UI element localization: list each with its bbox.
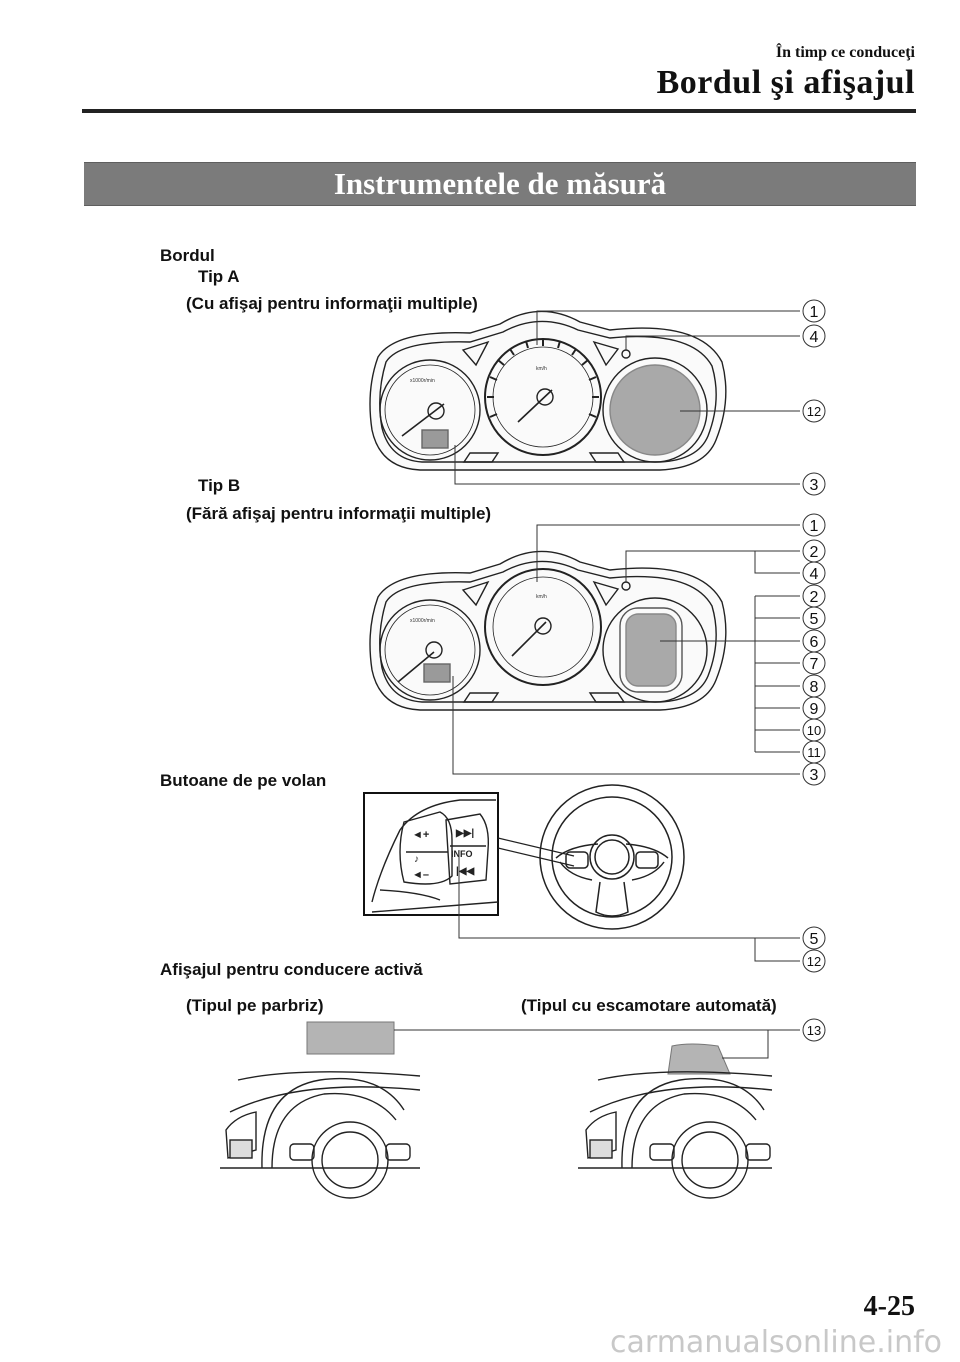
tacho-unit-a: x1000r/min bbox=[410, 378, 435, 384]
cluster-type-b bbox=[370, 551, 726, 710]
svg-text:12: 12 bbox=[806, 404, 822, 419]
svg-text:8: 8 bbox=[809, 679, 819, 696]
svg-text:11: 11 bbox=[807, 745, 821, 760]
callout-b-9 bbox=[803, 697, 825, 719]
svg-text:2: 2 bbox=[809, 589, 819, 606]
callout-b-3 bbox=[803, 763, 825, 785]
callout-a-3 bbox=[803, 473, 825, 495]
svg-text:1: 1 bbox=[809, 518, 819, 535]
callout-b-11 bbox=[803, 741, 825, 763]
leaders-hud bbox=[394, 1030, 800, 1058]
label-butoane: Butoane de pe volan bbox=[160, 771, 327, 790]
svg-text:12: 12 bbox=[806, 954, 822, 969]
speed-unit-b: km/h bbox=[536, 594, 547, 600]
callout-a-1 bbox=[803, 300, 825, 322]
svg-text:6: 6 bbox=[809, 634, 819, 651]
next-track-icon: ▶▶| bbox=[456, 828, 475, 839]
speed-unit-a: km/h bbox=[536, 366, 547, 372]
label-parbriz: (Tipul pe parbriz) bbox=[186, 996, 324, 1015]
label-escamotare: (Tipul cu escamotare automată) bbox=[521, 996, 777, 1015]
svg-text:3: 3 bbox=[809, 477, 819, 494]
callout-b-2b bbox=[803, 585, 825, 607]
callout-b-6 bbox=[803, 630, 825, 652]
callout-b-8 bbox=[803, 675, 825, 697]
page-banner: Instrumentele de măsură bbox=[84, 162, 916, 206]
wheel-buttons-detail bbox=[364, 793, 498, 915]
callout-b-10 bbox=[803, 719, 825, 741]
label-tip-b-desc: (Fără afişaj pentru informaţii multiple) bbox=[186, 504, 492, 523]
callout-a-12 bbox=[803, 400, 825, 422]
svg-text:5: 5 bbox=[809, 611, 819, 628]
section-subtitle: În timp ce conduceţi bbox=[775, 44, 915, 61]
prev-track-icon: |◀◀ bbox=[456, 866, 475, 877]
svg-text:9: 9 bbox=[809, 701, 819, 718]
label-tip-a-desc: (Cu afişaj pentru informaţii multiple) bbox=[186, 294, 478, 313]
callout-b-4 bbox=[803, 562, 825, 584]
svg-text:1: 1 bbox=[809, 304, 819, 321]
label-tip-b: Tip B bbox=[198, 476, 241, 495]
svg-text:4: 4 bbox=[809, 566, 819, 583]
cluster-type-a bbox=[370, 311, 726, 470]
svg-text:13: 13 bbox=[806, 1023, 822, 1038]
page-number: 4-25 bbox=[863, 1291, 915, 1322]
callout-wheel-12 bbox=[803, 950, 825, 972]
svg-text:3: 3 bbox=[809, 767, 819, 784]
vol-up-icon: ◄+ bbox=[412, 829, 430, 841]
callout-wheel-5 bbox=[803, 927, 825, 949]
svg-text:10: 10 bbox=[806, 723, 822, 738]
callout-b-2 bbox=[803, 540, 825, 562]
svg-text:7: 7 bbox=[809, 656, 819, 673]
steering-wheel bbox=[540, 785, 684, 929]
voice-icon: ♪ bbox=[414, 854, 419, 865]
svg-text:5: 5 bbox=[809, 931, 819, 948]
hud-windshield-panel bbox=[307, 1022, 394, 1054]
label-tip-a: Tip A bbox=[198, 267, 240, 286]
label-bordul: Bordul bbox=[160, 246, 215, 265]
callouts bbox=[803, 300, 825, 1041]
tacho-unit-b: x1000r/min bbox=[410, 618, 435, 624]
dashboard-right bbox=[578, 1072, 772, 1198]
label-afisaj: Afişajul pentru conducere activă bbox=[160, 960, 423, 979]
leaders-wheel bbox=[459, 850, 800, 961]
zoom-connector bbox=[498, 838, 574, 866]
callout-hud-13 bbox=[803, 1019, 825, 1041]
callout-a-4 bbox=[803, 325, 825, 347]
section-title: Bordul şi afişajul bbox=[656, 64, 915, 101]
info-button-label: INFO bbox=[451, 849, 473, 859]
site-watermark: carmanualsonline.info bbox=[610, 1325, 942, 1360]
svg-text:2: 2 bbox=[809, 544, 819, 561]
callout-b-7 bbox=[803, 652, 825, 674]
callout-b-1 bbox=[803, 514, 825, 536]
callout-b-5 bbox=[803, 607, 825, 629]
hud-retractable-panel bbox=[668, 1044, 730, 1074]
dashboard-left bbox=[220, 1072, 420, 1198]
vol-down-icon: ◄– bbox=[412, 869, 430, 881]
svg-text:4: 4 bbox=[809, 329, 819, 346]
